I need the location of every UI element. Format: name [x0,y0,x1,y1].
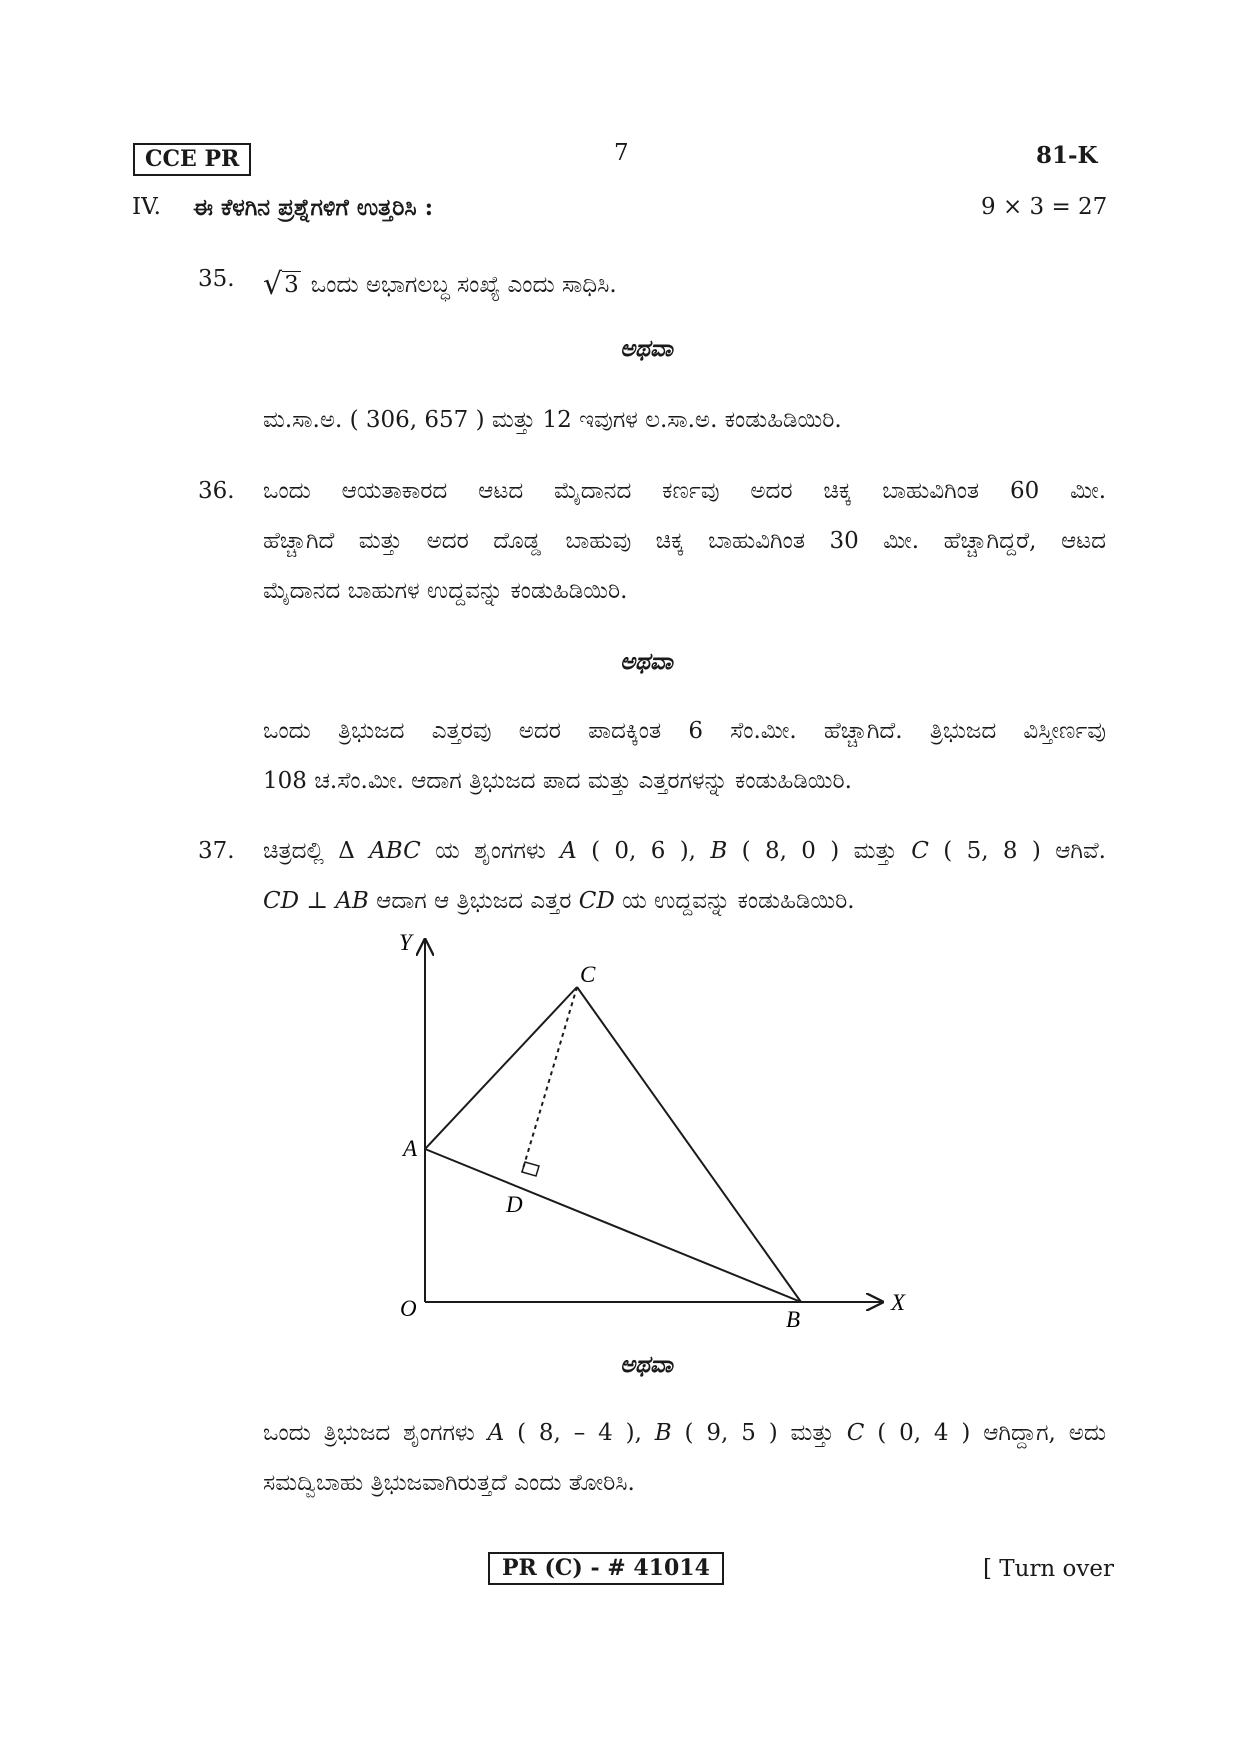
point-b-label: B [786,1307,801,1332]
side-ac [425,987,577,1149]
question-35-alternative: ಮ.ಸಾ.ಅ. ( 306, 657 ) ಮತ್ತು 12 ಇವುಗಳ ಲ.ಸಾ.ಅ. ಕಂಡುಹಿಡಿಯಿರಿ. [263,407,842,433]
or-label-36: ಅಥವಾ [620,648,673,675]
question-number-35: 35. [198,266,235,292]
side-ab [425,1149,801,1302]
point-d-label: D [506,1192,523,1217]
point-a-label: A [403,1136,418,1161]
page-number: 7 [614,140,629,166]
triangle-figure [390,925,930,1340]
question-number-37: 37. [198,838,235,864]
subject-code: 81-K [1036,142,1098,169]
turn-over-label: [ Turn over [983,1556,1115,1582]
section-number: IV. [132,194,161,220]
question-37-line-1: ಚಿತ್ರದಲ್ಲಿ Δ ABC ಯ ಶೃಂಗಗಳು A ( 0, 6 ), B ( 8, 0 ) ಮತ್ತು C ( 5, 8 ) ಆಗಿವೆ. [263,838,1106,864]
question-36-line-1: ಒಂದು ಆಯತಾಕಾರದ ಆಟದ ಮೈದಾನದ ಕರ್ಣವು ಅದರ ಚಿಕ್ಕ ಬಾಹುವಿಗಿಂತ 60 ಮೀ. [263,478,1106,504]
or-label-37: ಅಥವಾ [620,1351,673,1378]
section-marks: 9 × 3 = 27 [981,194,1108,220]
question-36-alternative-line-2: 108 ಚ.ಸೆಂ.ಮೀ. ಆದಾಗ ತ್ರಿಭುಜದ ಪಾದ ಮತ್ತು ಎತ್ತರಗಳನ್ನು ಕಂಡುಹಿಡಿಯಿರಿ. [263,768,852,794]
question-36-line-2: ಹೆಚ್ಚಾಗಿದೆ ಮತ್ತು ಅದರ ದೊಡ್ಡ ಬಾಹುವು ಚಿಕ್ಕ ಬಾಹುವಿಗಿಂತ 30 ಮೀ. ಹೆಚ್ಚಾಗಿದ್ದರೆ, ಆಟದ [263,528,1106,554]
question-37-line-2: CD ⊥ AB ಆದಾಗ ಆ ತ್ರಿಭುಜದ ಎತ್ತರ CD ಯ ಉದ್ದವನ್ನು ಕಂಡುಹಿಡಿಯಿರಿ. [263,888,855,914]
origin-label: O [400,1296,417,1321]
question-36-alternative-line-1: ಒಂದು ತ್ರಿಭುಜದ ಎತ್ತರವು ಅದರ ಪಾದಕ್ಕಿಂತ 6 ಸೆಂ.ಮೀ. ಹೆಚ್ಚಾಗಿದೆ. ತ್ರಿಭುಜದ ವಿಸ್ತೀರ್ಣವು [263,718,1106,744]
question-35-text: √3 ಒಂದು ಅಭಾಗಲಬ್ಧ ಸಂಖ್ಯೆ ಎಂದು ಸಾಧಿಸಿ. [263,267,617,302]
paper-code-box: CCE PR [133,143,251,176]
square-root: √3 [263,267,299,302]
footer-code-box: PR (C) - # 41014 [488,1552,724,1585]
question-36-line-3: ಮೈದಾನದ ಬಾಹುಗಳ ಉದ್ದವನ್ನು ಕಂಡುಹಿಡಿಯಿರಿ. [263,578,628,604]
x-axis-label: X [891,1290,906,1315]
section-title: ಈ ಕೆಳಗಿನ ಪ್ರಶ್ನೆಗಳಿಗೆ ಉತ್ತರಿಸಿ : [193,194,434,221]
right-angle-marker [522,1162,539,1176]
question-number-36: 36. [198,478,235,504]
altitude-cd [522,987,577,1172]
y-axis-label: Y [399,930,412,955]
question-37-alternative-line-1: ಒಂದು ತ್ರಿಭುಜದ ಶೃಂಗಗಳು A ( 8, – 4 ), B ( 9, 5 ) ಮತ್ತು C ( 0, 4 ) ಆಗಿದ್ದಾಗ, ಅದು [263,1420,1107,1446]
or-label-35: ಅಥವಾ [620,335,673,362]
question-37-alternative-line-2: ಸಮದ್ವಿಬಾಹು ತ್ರಿಭುಜವಾಗಿರುತ್ತದೆ ಎಂದು ತೋರಿಸಿ. [263,1470,635,1496]
point-c-label: C [580,962,596,987]
side-cb [577,987,801,1302]
